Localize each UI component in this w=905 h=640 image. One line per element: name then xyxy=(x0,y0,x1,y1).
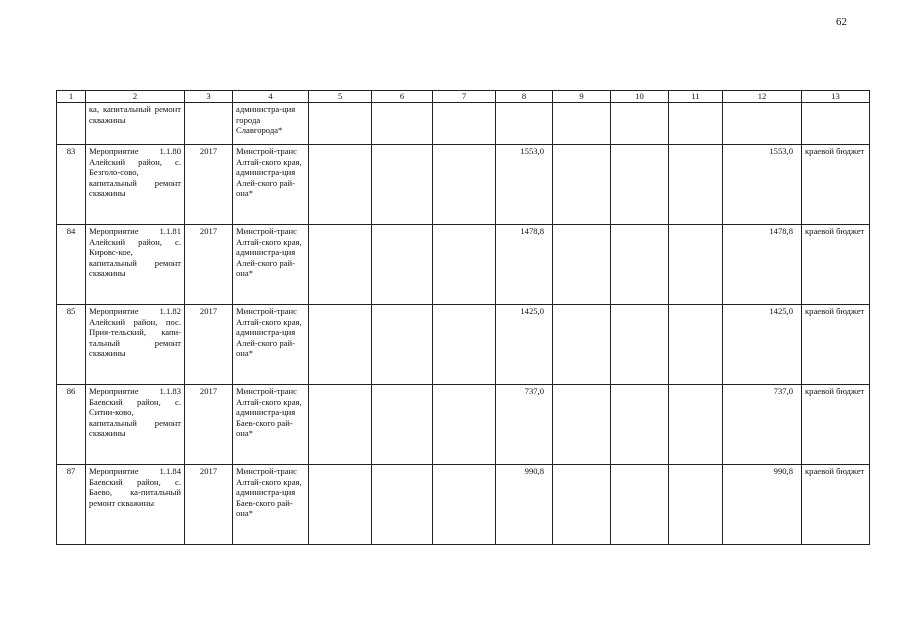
amount-cell-col8: 1478,8 xyxy=(496,225,553,305)
column-header: 9 xyxy=(553,91,611,103)
event-cell: Мероприятие 1.1.83 Баевский район, с. Ситни-ково, капитальный ремонт скважины xyxy=(86,385,185,465)
amount-cell-col8: 990,8 xyxy=(496,465,553,545)
year-cell xyxy=(185,103,233,145)
empty-cell xyxy=(309,305,372,385)
executor-cell: администра-ция города Славгорода* xyxy=(233,103,309,145)
row-number-cell xyxy=(57,103,86,145)
empty-cell xyxy=(309,145,372,225)
empty-cell xyxy=(669,103,723,145)
empty-cell xyxy=(553,225,611,305)
empty-cell xyxy=(553,145,611,225)
empty-cell xyxy=(611,465,669,545)
column-header: 6 xyxy=(372,91,433,103)
empty-cell xyxy=(372,103,433,145)
empty-cell xyxy=(553,305,611,385)
source-cell: краевой бюджет xyxy=(802,145,870,225)
empty-cell xyxy=(309,465,372,545)
empty-cell xyxy=(669,225,723,305)
table-body xyxy=(57,103,870,545)
page-number: 62 xyxy=(836,16,847,28)
year-cell: 2017 xyxy=(185,145,233,225)
row-number-cell: 84 xyxy=(57,225,86,305)
executor-cell: Минстрой-транс Алтай-ского края, администра-ция Баев-ского рай-она* xyxy=(233,465,309,545)
amount-cell-col12: 1553,0 xyxy=(723,145,802,225)
empty-cell xyxy=(496,103,553,145)
empty-cell xyxy=(372,145,433,225)
empty-cell xyxy=(309,103,372,145)
source-cell: краевой бюджет xyxy=(802,385,870,465)
empty-cell xyxy=(433,225,496,305)
table-row xyxy=(57,305,870,385)
empty-cell xyxy=(372,225,433,305)
program-table xyxy=(56,90,870,545)
executor-cell: Минстрой-транс Алтай-ского края, администра-ция Алей-ского рай-она* xyxy=(233,225,309,305)
column-header: 7 xyxy=(433,91,496,103)
table-row-continuation xyxy=(57,103,870,145)
empty-cell xyxy=(611,103,669,145)
amount-cell-col8: 1425,0 xyxy=(496,305,553,385)
year-cell: 2017 xyxy=(185,305,233,385)
empty-cell xyxy=(553,103,611,145)
year-cell: 2017 xyxy=(185,225,233,305)
amount-cell-col12: 990,8 xyxy=(723,465,802,545)
executor-cell: Минстрой-транс Алтай-ского края, администра-ция Алей-ского рай-она* xyxy=(233,305,309,385)
amount-cell-col8: 737,0 xyxy=(496,385,553,465)
column-header: 5 xyxy=(309,91,372,103)
year-cell: 2017 xyxy=(185,385,233,465)
event-cell: Мероприятие 1.1.81 Алейский район, с. Кировс-кое, капитальный ремонт скважины xyxy=(86,225,185,305)
event-cell: Мероприятие 1.1.82 Алейский район, пос. Прия-тельский, капи-тальный ремонт скважины xyxy=(86,305,185,385)
empty-cell xyxy=(611,225,669,305)
empty-cell xyxy=(433,465,496,545)
empty-cell xyxy=(372,385,433,465)
row-number-cell: 83 xyxy=(57,145,86,225)
source-cell: краевой бюджет xyxy=(802,465,870,545)
row-number-cell: 86 xyxy=(57,385,86,465)
amount-cell-col12: 1425,0 xyxy=(723,305,802,385)
empty-cell xyxy=(669,465,723,545)
table-row xyxy=(57,145,870,225)
empty-cell xyxy=(372,465,433,545)
empty-cell xyxy=(611,305,669,385)
amount-cell-col12: 1478,8 xyxy=(723,225,802,305)
empty-cell xyxy=(553,465,611,545)
column-header: 10 xyxy=(611,91,669,103)
year-cell: 2017 xyxy=(185,465,233,545)
column-header: 11 xyxy=(669,91,723,103)
empty-cell xyxy=(802,103,870,145)
empty-cell xyxy=(611,385,669,465)
amount-cell-col8: 1553,0 xyxy=(496,145,553,225)
table-row xyxy=(57,465,870,545)
column-header: 13 xyxy=(802,91,870,103)
event-cell: ка, капитальный ремонт скважины xyxy=(86,103,185,145)
row-number-cell: 85 xyxy=(57,305,86,385)
table-header xyxy=(57,91,870,103)
column-header: 1 xyxy=(57,91,86,103)
empty-cell xyxy=(669,385,723,465)
source-cell: краевой бюджет xyxy=(802,305,870,385)
empty-cell xyxy=(723,103,802,145)
source-cell: краевой бюджет xyxy=(802,225,870,305)
column-header: 4 xyxy=(233,91,309,103)
amount-cell-col12: 737,0 xyxy=(723,385,802,465)
row-number-cell: 87 xyxy=(57,465,86,545)
column-header: 2 xyxy=(86,91,185,103)
column-header: 3 xyxy=(185,91,233,103)
empty-cell xyxy=(611,145,669,225)
empty-cell xyxy=(669,305,723,385)
column-header: 8 xyxy=(496,91,553,103)
empty-cell xyxy=(433,103,496,145)
event-cell: Мероприятие 1.1.84 Баевский район, с. Баево, ка-питальный ремонт скважины xyxy=(86,465,185,545)
executor-cell: Минстрой-транс Алтай-ского края, администра-ция Алей-ского рай-она* xyxy=(233,145,309,225)
header-row xyxy=(57,91,870,103)
table-row xyxy=(57,385,870,465)
empty-cell xyxy=(433,385,496,465)
event-cell: Мероприятие 1.1.80 Алейский район, с. Безголо-сово, капитальный ремонт скважины xyxy=(86,145,185,225)
empty-cell xyxy=(433,145,496,225)
empty-cell xyxy=(372,305,433,385)
empty-cell xyxy=(433,305,496,385)
empty-cell xyxy=(553,385,611,465)
executor-cell: Минстрой-транс Алтай-ского края, администра-ция Баев-ского рай-она* xyxy=(233,385,309,465)
column-header: 12 xyxy=(723,91,802,103)
table-row xyxy=(57,225,870,305)
empty-cell xyxy=(309,385,372,465)
empty-cell xyxy=(309,225,372,305)
empty-cell xyxy=(669,145,723,225)
